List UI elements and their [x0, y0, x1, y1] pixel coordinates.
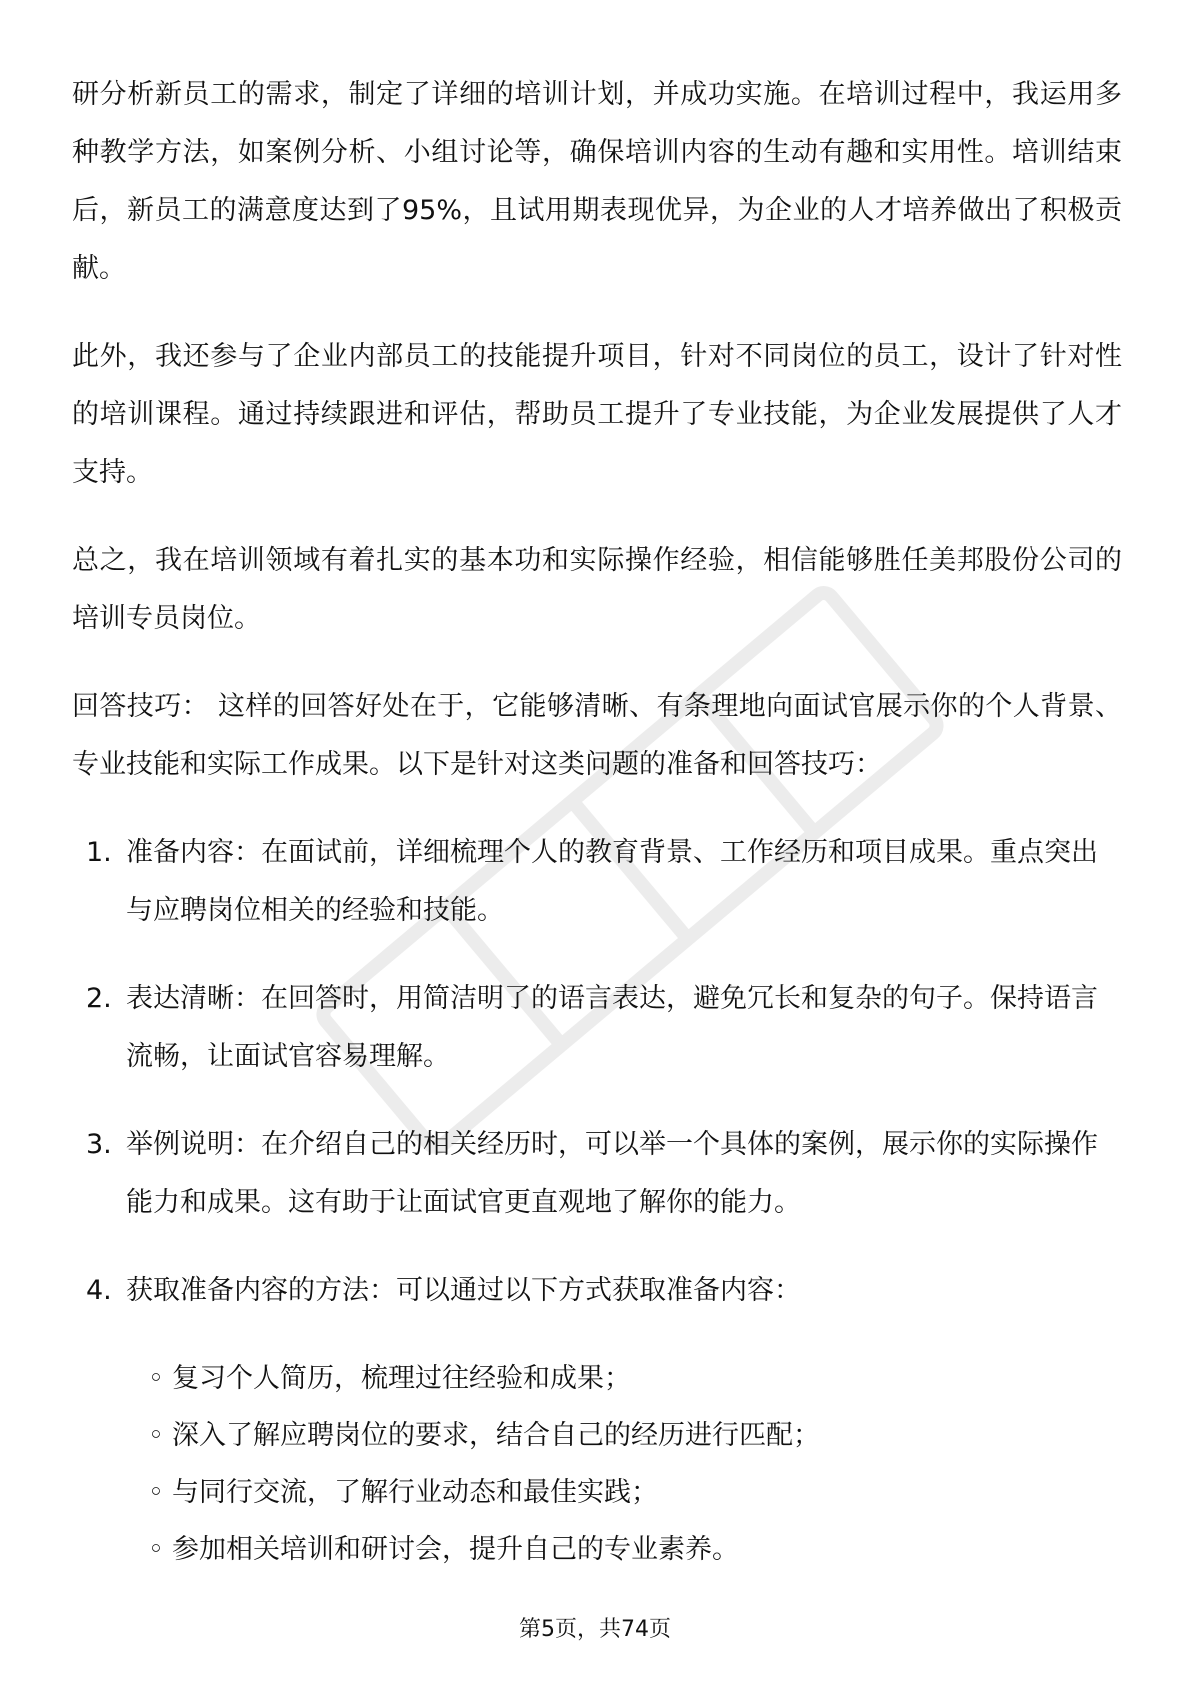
bullet-icon: ◦	[148, 1534, 164, 1565]
sub-list-item-text: 与同行交流，了解行业动态和最佳实践；	[172, 1477, 658, 1508]
tips-list	[72, 824, 1122, 1320]
sub-list-item-text: 深入了解应聘岗位的要求，结合自己的经历进行匹配；	[172, 1420, 820, 1451]
list-item	[72, 824, 1122, 940]
list-number: 2.	[86, 983, 112, 1014]
sub-list-item-text: 复习个人简历，梳理过往经验和成果；	[172, 1363, 631, 1394]
sub-list-item-text: 参加相关培训和研讨会，提升自己的专业素养。	[172, 1534, 739, 1565]
bullet-icon: ◦	[148, 1420, 164, 1451]
paragraph: 研分析新员工的需求，制定了详细的培训计划，并成功实施。在培训过程中，我运用多种教学方法，如案例分析、小组讨论等，确保培训内容的生动有趣和实用性。培训结束后，新员工的满意度达到了95%，且试用期表现优异，为企业的人才培养做出了积极贡献。	[72, 79, 1122, 284]
sub-list-item	[148, 1521, 1122, 1578]
sub-list-item	[148, 1464, 1122, 1521]
answer-tips-paragraph: 回答技巧： 这样的回答好处在于，它能够清晰、有条理地向面试官展示你的个人背景、专业技能和实际工作成果。以下是针对这类问题的准备和回答技巧：	[72, 691, 1122, 780]
list-item	[72, 1116, 1122, 1232]
document-body	[72, 66, 1122, 1578]
paragraph: 总之，我在培训领域有着扎实的基本功和实际操作经验，相信能够胜任美邦股份公司的培训专员岗位。	[72, 545, 1122, 634]
list-number: 1.	[86, 837, 112, 868]
list-item-text: 表达清晰：在回答时，用简洁明了的语言表达，避免冗长和复杂的句子。保持语言流畅，让面试官容易理解。	[126, 983, 1098, 1072]
list-item-text: 准备内容：在面试前，详细梳理个人的教育背景、工作经历和项目成果。重点突出与应聘岗位相关的经验和技能。	[126, 837, 1098, 926]
paragraph: 此外，我还参与了企业内部员工的技能提升项目，针对不同岗位的员工，设计了针对性的培训课程。通过持续跟进和评估，帮助员工提升了专业技能，为企业发展提供了人才支持。	[72, 341, 1122, 488]
sub-list-item	[148, 1407, 1122, 1464]
bullet-icon: ◦	[148, 1477, 164, 1508]
page-number-footer: 第5页，共74页	[519, 1617, 671, 1642]
list-item	[72, 970, 1122, 1086]
sub-list-item	[148, 1350, 1122, 1407]
list-number: 4.	[86, 1275, 112, 1306]
list-item-text: 举例说明：在介绍自己的相关经历时，可以举一个具体的案例，展示你的实际操作能力和成果。这有助于让面试官更直观地了解你的能力。	[126, 1129, 1098, 1218]
list-number: 3.	[86, 1129, 112, 1160]
list-item-text: 获取准备内容的方法：可以通过以下方式获取准备内容：	[126, 1275, 801, 1306]
preparation-methods-list	[72, 1350, 1122, 1578]
list-item	[72, 1262, 1122, 1320]
bullet-icon: ◦	[148, 1363, 164, 1394]
